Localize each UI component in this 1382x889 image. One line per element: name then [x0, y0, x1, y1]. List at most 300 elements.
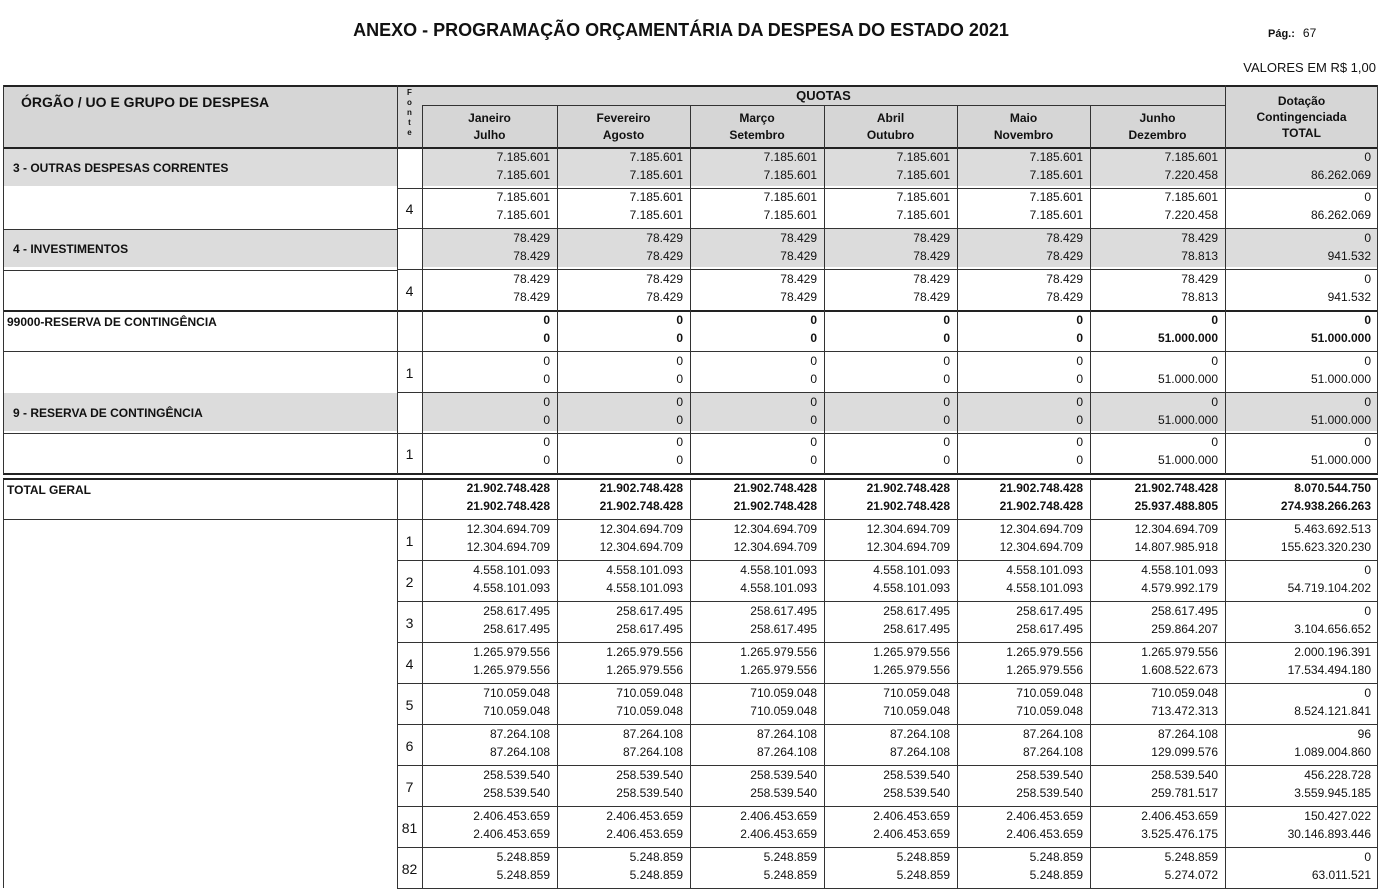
fonte-header-letter: F	[407, 88, 412, 97]
cell-value: 0	[1076, 413, 1083, 427]
cell-value: 78.429	[646, 272, 683, 286]
cell-value: 5.248.859	[496, 868, 550, 882]
cell-value: 259.781.517	[1151, 786, 1218, 800]
cell-value: 7.185.601	[763, 208, 817, 222]
cell-value: 12.304.694.709	[999, 540, 1083, 554]
cell-value: 1.265.979.556	[473, 663, 550, 677]
total-header-line: Contingenciada	[1256, 110, 1347, 124]
cell-value: 0	[1076, 453, 1083, 467]
cell-value: 0	[810, 435, 817, 449]
cell-value: 0	[1211, 313, 1218, 327]
cell-value: 0	[1076, 372, 1083, 386]
cell-value: 710.059.048	[1016, 704, 1083, 718]
total-header-line: Dotação	[1277, 94, 1326, 108]
cell-value: 78.813	[1181, 249, 1218, 263]
cell-value: 258.539.540	[616, 786, 683, 800]
cell-value: 78.429	[1046, 231, 1083, 245]
row-divider	[3, 433, 397, 434]
fonte-code: 2	[405, 574, 414, 590]
cell-value: 3.104.656.652	[1294, 622, 1371, 636]
cell-value: 2.406.453.659	[473, 809, 550, 823]
month-header-top: Maio	[1009, 111, 1038, 125]
cell-value: 96	[1357, 727, 1371, 741]
cell-value: 21.902.748.428	[599, 481, 683, 495]
cell-value: 78.429	[1046, 290, 1083, 304]
cell-value: 2.406.453.659	[1141, 809, 1218, 823]
cell-value: 0	[676, 372, 683, 386]
cell-value: 78.429	[513, 272, 550, 286]
cell-value: 258.539.540	[750, 786, 817, 800]
column-divider	[3, 85, 4, 474]
cell-value: 0	[1364, 190, 1371, 204]
cell-value: 2.406.453.659	[606, 827, 683, 841]
cell-value: 78.429	[513, 290, 550, 304]
cell-value: 21.902.748.428	[466, 499, 550, 513]
fonte-header-letter: t	[408, 118, 411, 127]
cell-value: 5.248.859	[763, 850, 817, 864]
row-divider	[397, 724, 1378, 725]
month-header-top: Abril	[876, 111, 905, 125]
cell-value: 7.185.601	[1029, 190, 1083, 204]
column-divider	[557, 479, 558, 888]
cell-value: 4.558.101.093	[1006, 581, 1083, 595]
cell-value: 710.059.048	[883, 686, 950, 700]
cell-value: 0	[810, 354, 817, 368]
cell-value: 4.558.101.093	[740, 581, 817, 595]
cell-value: 713.472.313	[1151, 704, 1218, 718]
cell-value: 12.304.694.709	[733, 522, 817, 536]
cell-value: 258.539.540	[1016, 786, 1083, 800]
cell-value: 78.813	[1181, 290, 1218, 304]
cell-value: 1.265.979.556	[1141, 645, 1218, 659]
cell-value: 5.463.692.513	[1294, 522, 1371, 536]
cell-value: 7.185.601	[629, 168, 683, 182]
cell-value: 0	[943, 354, 950, 368]
cell-value: 7.220.458	[1164, 168, 1218, 182]
month-header-bottom: Julho	[473, 128, 506, 142]
cell-value: 0	[810, 372, 817, 386]
month-header-top: Fevereiro	[596, 111, 651, 125]
cell-value: 258.617.495	[616, 604, 683, 618]
fonte-code: 4	[405, 201, 414, 217]
cell-value: 5.248.859	[496, 850, 550, 864]
fonte-code: 82	[401, 861, 418, 877]
cell-value: 258.539.540	[750, 768, 817, 782]
cell-value: 710.059.048	[750, 686, 817, 700]
column-divider	[957, 479, 958, 888]
cell-value: 2.406.453.659	[873, 827, 950, 841]
cell-value: 0	[943, 435, 950, 449]
cell-value: 7.185.601	[896, 190, 950, 204]
cell-value: 78.429	[780, 272, 817, 286]
cell-value: 258.617.495	[616, 622, 683, 636]
cell-value: 78.429	[913, 290, 950, 304]
cell-value: 0	[1211, 435, 1218, 449]
column-divider	[422, 105, 423, 474]
cell-value: 258.539.540	[483, 786, 550, 800]
cell-value: 0	[810, 413, 817, 427]
fonte-code: 4	[405, 283, 414, 299]
cell-value: 0	[676, 354, 683, 368]
cell-value: 0	[1364, 686, 1371, 700]
cell-value: 0	[943, 395, 950, 409]
row-divider	[397, 269, 1378, 270]
fonte-code: 5	[405, 697, 414, 713]
page-label: Pág.:	[1268, 28, 1295, 40]
cell-value: 7.220.458	[1164, 208, 1218, 222]
cell-value: 941.532	[1327, 249, 1371, 263]
cell-value: 12.304.694.709	[866, 522, 950, 536]
cell-value: 3.525.476.175	[1141, 827, 1218, 841]
fonte-header-letter: o	[407, 98, 412, 107]
cell-value: 21.902.748.428	[866, 499, 950, 513]
total-header-line: TOTAL	[1282, 126, 1321, 140]
column-divider	[1090, 105, 1091, 474]
cell-value: 51.000.000	[1157, 453, 1218, 467]
cell-value: 0	[1364, 354, 1371, 368]
cell-value: 2.406.453.659	[740, 809, 817, 823]
cell-value: 7.185.601	[1164, 190, 1218, 204]
cell-value: 51.000.000	[1310, 372, 1371, 386]
fonte-code: 4	[405, 656, 414, 672]
cell-value: 7.185.601	[1029, 208, 1083, 222]
cell-value: 51.000.000	[1157, 331, 1218, 345]
column-divider	[1377, 479, 1378, 888]
cell-value: 4.558.101.093	[473, 581, 550, 595]
cell-value: 51.000.000	[1310, 453, 1371, 467]
fonte-code: 1	[405, 533, 414, 549]
row-divider	[397, 765, 1378, 766]
cell-value: 2.406.453.659	[1006, 827, 1083, 841]
cell-value: 7.185.601	[496, 150, 550, 164]
cell-value: 78.429	[1181, 272, 1218, 286]
cell-value: 0	[943, 413, 950, 427]
cell-value: 87.264.108	[1022, 727, 1083, 741]
row-divider	[3, 229, 397, 230]
cell-value: 274.938.266.263	[1280, 499, 1371, 513]
cell-value: 0	[676, 435, 683, 449]
cell-value: 710.059.048	[483, 686, 550, 700]
cell-value: 0	[1364, 231, 1371, 245]
cell-value: 259.864.207	[1151, 622, 1218, 636]
cell-value: 2.406.453.659	[473, 827, 550, 841]
cell-value: 78.429	[513, 231, 550, 245]
cell-value: 86.262.069	[1310, 208, 1371, 222]
cell-value: 5.248.859	[629, 868, 683, 882]
cell-value: 710.059.048	[750, 704, 817, 718]
cell-value: 5.248.859	[896, 868, 950, 882]
cell-value: 51.000.000	[1157, 372, 1218, 386]
row-label: 3 - OUTRAS DESPESAS CORRENTES	[13, 161, 229, 175]
cell-value: 456.228.728	[1304, 768, 1371, 782]
cell-value: 1.265.979.556	[873, 645, 950, 659]
cell-value: 87.264.108	[622, 745, 683, 759]
cell-value: 5.248.859	[1164, 850, 1218, 864]
cell-value: 0	[1364, 563, 1371, 577]
cell-value: 0	[676, 413, 683, 427]
cell-value: 258.617.495	[1016, 622, 1083, 636]
row-divider	[397, 683, 1378, 684]
cell-value: 258.539.540	[883, 786, 950, 800]
cell-value: 0	[1211, 395, 1218, 409]
cell-value: 7.185.601	[496, 168, 550, 182]
fonte-code: 6	[405, 738, 414, 754]
cell-value: 258.539.540	[616, 768, 683, 782]
cell-value: 12.304.694.709	[999, 522, 1083, 536]
cell-value: 258.539.540	[883, 768, 950, 782]
cell-value: 0	[1364, 150, 1371, 164]
cell-value: 87.264.108	[756, 727, 817, 741]
cell-value: 0	[543, 331, 550, 345]
cell-value: 78.429	[913, 231, 950, 245]
fonte-code: 1	[405, 365, 414, 381]
cell-value: 0	[943, 331, 950, 345]
fonte-header-letter: e	[407, 128, 412, 137]
fonte-code: 7	[405, 779, 414, 795]
cell-value: 21.902.748.428	[733, 499, 817, 513]
cell-value: 3.559.945.185	[1294, 786, 1371, 800]
row-divider	[397, 560, 1378, 561]
cell-value: 258.617.495	[883, 622, 950, 636]
cell-value: 54.719.104.202	[1287, 581, 1371, 595]
page-number: 67	[1302, 26, 1317, 40]
cell-value: 78.429	[913, 249, 950, 263]
month-header-top: Junho	[1139, 111, 1176, 125]
budget-table	[3, 85, 1378, 888]
cell-value: 7.185.601	[496, 208, 550, 222]
column-divider	[557, 105, 558, 474]
cell-value: 0	[676, 313, 683, 327]
cell-value: 710.059.048	[616, 686, 683, 700]
cell-value: 78.429	[780, 249, 817, 263]
cell-value: 21.902.748.428	[733, 481, 817, 495]
cell-value: 87.264.108	[889, 727, 950, 741]
month-header-bottom: Outubro	[866, 128, 915, 142]
cell-value: 4.558.101.093	[873, 563, 950, 577]
fonte-header-letter: n	[407, 108, 412, 117]
fonte-code: 1	[405, 446, 414, 462]
cell-value: 0	[676, 453, 683, 467]
fonte-code: 3	[405, 615, 414, 631]
cell-value: 129.099.576	[1151, 745, 1218, 759]
column-divider	[690, 105, 691, 474]
cell-value: 0	[810, 331, 817, 345]
cell-value: 2.406.453.659	[873, 809, 950, 823]
cell-value: 21.902.748.428	[999, 499, 1083, 513]
cell-value: 1.265.979.556	[1006, 663, 1083, 677]
cell-value: 0	[543, 372, 550, 386]
column-divider	[824, 105, 825, 474]
cell-value: 258.539.540	[1016, 768, 1083, 782]
cell-value: 0	[543, 413, 550, 427]
cell-value: 0	[543, 395, 550, 409]
cell-value: 1.265.979.556	[606, 663, 683, 677]
cell-value: 7.185.601	[629, 150, 683, 164]
cell-value: 7.185.601	[763, 190, 817, 204]
cell-value: 8.070.544.750	[1294, 481, 1371, 495]
cell-value: 30.146.893.446	[1287, 827, 1371, 841]
month-header-top: Março	[739, 111, 775, 125]
cell-value: 7.185.601	[629, 190, 683, 204]
cell-value: 0	[543, 313, 550, 327]
column-header-orgao: ÓRGÃO / UO E GRUPO DE DESPESA	[21, 94, 270, 110]
cell-value: 4.558.101.093	[1141, 563, 1218, 577]
row-divider	[3, 270, 397, 271]
cell-value: 1.265.979.556	[873, 663, 950, 677]
cell-value: 7.185.601	[496, 190, 550, 204]
cell-value: 86.262.069	[1310, 168, 1371, 182]
cell-value: 7.185.601	[896, 150, 950, 164]
row-label: 99000-RESERVA DE CONTINGÊNCIA	[7, 315, 217, 329]
cell-value: 25.937.488.805	[1134, 499, 1218, 513]
cell-value: 7.185.601	[763, 150, 817, 164]
cell-value: 78.429	[646, 290, 683, 304]
cell-value: 258.539.540	[1151, 768, 1218, 782]
cell-value: 1.265.979.556	[606, 645, 683, 659]
cell-value: 7.185.601	[896, 208, 950, 222]
column-divider	[397, 479, 398, 888]
cell-value: 78.429	[646, 249, 683, 263]
cell-value: 0	[1076, 331, 1083, 345]
cell-value: 4.558.101.093	[740, 563, 817, 577]
cell-value: 21.902.748.428	[1134, 481, 1218, 495]
cell-value: 150.427.022	[1304, 809, 1371, 823]
cell-value: 1.089.004.860	[1294, 745, 1371, 759]
cell-value: 51.000.000	[1310, 331, 1371, 345]
cell-value: 1.265.979.556	[740, 645, 817, 659]
cell-value: 0	[1364, 850, 1371, 864]
cell-value: 78.429	[1181, 231, 1218, 245]
column-divider	[1225, 479, 1226, 888]
month-header-bottom: Novembro	[993, 128, 1054, 142]
column-divider	[422, 479, 423, 888]
cell-value: 4.558.101.093	[1006, 563, 1083, 577]
cell-value: 0	[1364, 313, 1371, 327]
cell-value: 155.623.320.230	[1280, 540, 1371, 554]
cell-value: 78.429	[646, 231, 683, 245]
cell-value: 258.617.495	[750, 604, 817, 618]
row-label: 4 - INVESTIMENTOS	[13, 242, 129, 256]
row-divider	[397, 642, 1378, 643]
cell-value: 7.185.601	[629, 208, 683, 222]
cell-value: 0	[1076, 313, 1083, 327]
cell-value: 87.264.108	[1022, 745, 1083, 759]
cell-value: 7.185.601	[1029, 150, 1083, 164]
cell-value: 12.304.694.709	[1134, 522, 1218, 536]
cell-value: 710.059.048	[616, 704, 683, 718]
page-indicator	[1268, 26, 1316, 40]
cell-value: 5.274.072	[1164, 868, 1218, 882]
row-label: 9 - RESERVA DE CONTINGÊNCIA	[13, 406, 203, 420]
cell-value: 21.902.748.428	[466, 481, 550, 495]
column-divider	[1377, 85, 1378, 474]
cell-value: 2.406.453.659	[1006, 809, 1083, 823]
cell-value: 5.248.859	[896, 850, 950, 864]
units-note: VALORES EM R$ 1,00	[1243, 60, 1376, 75]
column-divider	[1090, 479, 1091, 888]
cell-value: 2.406.453.659	[740, 827, 817, 841]
cell-value: 0	[1076, 435, 1083, 449]
cell-value: 78.429	[1046, 272, 1083, 286]
cell-value: 0	[676, 331, 683, 345]
cell-value: 0	[943, 372, 950, 386]
cell-value: 258.617.495	[1151, 604, 1218, 618]
cell-value: 87.264.108	[756, 745, 817, 759]
cell-value: 4.558.101.093	[473, 563, 550, 577]
cell-value: 4.558.101.093	[606, 581, 683, 595]
cell-value: 51.000.000	[1157, 413, 1218, 427]
cell-value: 0	[1364, 395, 1371, 409]
cell-value: 87.264.108	[1157, 727, 1218, 741]
column-divider	[1225, 85, 1226, 474]
cell-value: 258.539.540	[483, 768, 550, 782]
cell-value: 0	[810, 395, 817, 409]
cell-value: 258.617.495	[483, 604, 550, 618]
cell-value: 8.524.121.841	[1294, 704, 1371, 718]
column-divider	[3, 479, 4, 888]
cell-value: 12.304.694.709	[866, 540, 950, 554]
cell-value: 63.011.521	[1311, 868, 1371, 882]
cell-value: 12.304.694.709	[466, 522, 550, 536]
cell-value: 258.617.495	[483, 622, 550, 636]
cell-value: 5.248.859	[629, 850, 683, 864]
column-divider	[824, 479, 825, 888]
cell-value: 21.902.748.428	[866, 481, 950, 495]
cell-value: 78.429	[913, 272, 950, 286]
cell-value: 4.579.992.179	[1141, 581, 1218, 595]
fonte-code: 81	[401, 820, 418, 836]
cell-value: 0	[1076, 354, 1083, 368]
cell-value: 78.429	[513, 249, 550, 263]
cell-value: 710.059.048	[1151, 686, 1218, 700]
cell-value: 12.304.694.709	[599, 540, 683, 554]
cell-value: 0	[810, 453, 817, 467]
cell-value: 0	[943, 453, 950, 467]
cell-value: 5.248.859	[1029, 850, 1083, 864]
report-title: ANEXO - PROGRAMAÇÃO ORÇAMENTÁRIA DA DESPESA DO ESTADO 2021	[353, 20, 1009, 40]
month-header-bottom: Dezembro	[1128, 128, 1187, 142]
cell-value: 1.265.979.556	[473, 645, 550, 659]
column-divider	[397, 85, 398, 474]
cell-value: 0	[543, 453, 550, 467]
row-label: TOTAL GERAL	[7, 483, 91, 497]
quotas-header: QUOTAS	[796, 88, 851, 103]
cell-value: 7.185.601	[896, 168, 950, 182]
cell-value: 258.617.495	[1016, 604, 1083, 618]
cell-value: 78.429	[780, 231, 817, 245]
cell-value: 258.617.495	[750, 622, 817, 636]
cell-value: 0	[676, 395, 683, 409]
cell-value: 87.264.108	[489, 745, 550, 759]
cell-value: 941.532	[1327, 290, 1371, 304]
cell-value: 87.264.108	[622, 727, 683, 741]
cell-value: 12.304.694.709	[466, 540, 550, 554]
cell-value: 12.304.694.709	[733, 540, 817, 554]
cell-value: 1.265.979.556	[740, 663, 817, 677]
cell-value: 5.248.859	[763, 868, 817, 882]
row-divider	[397, 847, 1378, 848]
cell-value: 7.185.601	[1164, 150, 1218, 164]
cell-value: 78.429	[1046, 249, 1083, 263]
cell-value: 2.000.196.391	[1294, 645, 1371, 659]
cell-value: 710.059.048	[1016, 686, 1083, 700]
cell-value: 5.248.859	[1029, 868, 1083, 882]
column-divider	[957, 105, 958, 474]
cell-value: 1.608.522.673	[1141, 663, 1218, 677]
cell-value: 0	[1364, 435, 1371, 449]
row-divider	[397, 806, 1378, 807]
section-divider	[3, 85, 1378, 87]
